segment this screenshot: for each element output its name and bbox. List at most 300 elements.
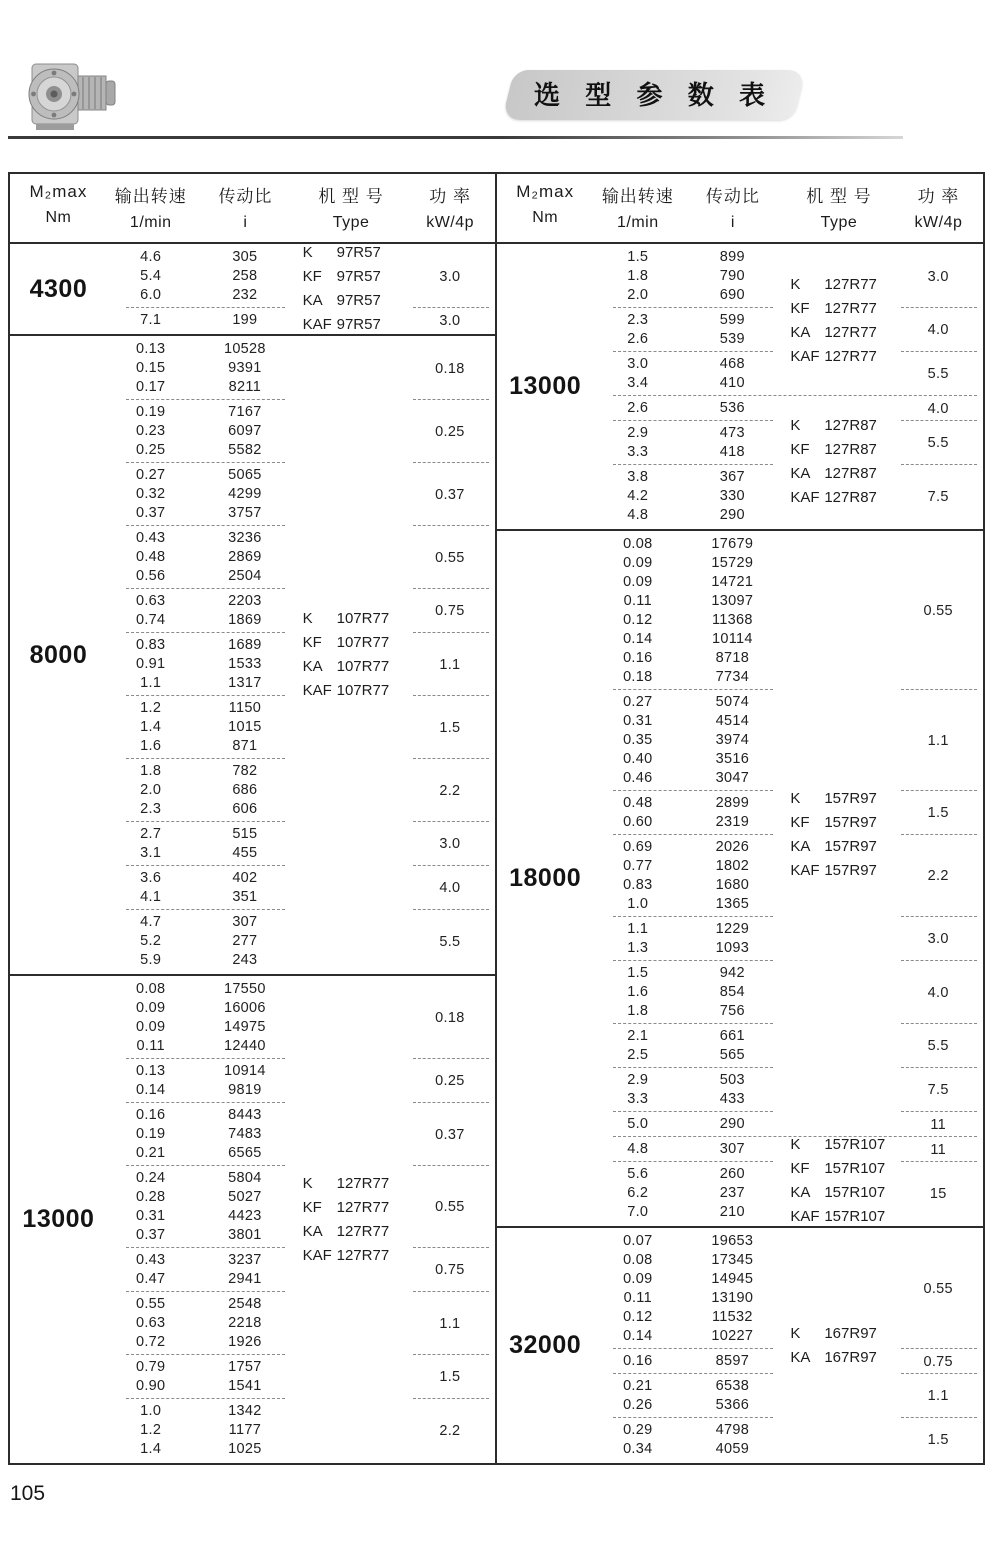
power-value: 0.25: [435, 423, 465, 440]
speed-value: 0.47: [135, 1271, 166, 1287]
power-value: 0.37: [435, 486, 465, 503]
dash-segment: [901, 351, 977, 352]
ratio-groups: [594, 1232, 983, 1459]
dashed-separator: [594, 687, 983, 693]
page-title-banner: [502, 70, 806, 120]
speed-value: 0.69: [623, 839, 653, 855]
ratio-value: 536: [719, 400, 745, 416]
speed-value: 5.4: [140, 268, 162, 284]
ratio-group-row: [107, 248, 495, 305]
type-prefix: K: [302, 244, 313, 261]
dash-segment: [126, 865, 285, 866]
dash-segment: [901, 689, 977, 690]
speed-value: 0.60: [623, 814, 653, 830]
ratio-value: 3516: [715, 751, 750, 767]
ratio-value: 4798: [715, 1422, 750, 1438]
dash-segment: [413, 865, 489, 866]
type-block: [594, 535, 983, 1134]
speed-value: 4.8: [627, 507, 649, 523]
m2max-value: 32000: [509, 1331, 582, 1359]
ratio-column: [194, 311, 295, 330]
dash-segment: [901, 1111, 977, 1112]
type-model: 157R97: [824, 789, 877, 807]
ratio-group-row: [107, 869, 495, 907]
output-speed-column: [107, 466, 195, 523]
ratio-column: [194, 699, 295, 756]
power-value: 1.5: [927, 805, 949, 821]
ratio-group-row: [594, 838, 983, 914]
ratio-column: [194, 1106, 295, 1163]
ratio-column: [194, 869, 295, 907]
dashed-separator: [107, 756, 495, 762]
ratio-value: 17550: [223, 981, 266, 997]
speed-value: 0.27: [623, 694, 653, 710]
ratio-value: 565: [719, 1047, 745, 1063]
page-title: 选 型 参 数 表: [534, 80, 774, 110]
column-header: [195, 182, 297, 232]
power-cell: [893, 488, 983, 506]
dash-segment: [613, 916, 773, 917]
ratio-group-row: [594, 1352, 983, 1371]
type-prefix: KA: [790, 837, 811, 855]
column-header: [107, 182, 195, 232]
ratio-column: [682, 1232, 783, 1346]
speed-value: 0.25: [135, 442, 166, 458]
dashed-separator: [594, 1415, 983, 1421]
type-model: 107R77: [336, 610, 390, 627]
speed-value: 0.16: [623, 1353, 653, 1369]
type-block: [594, 1136, 983, 1225]
power-value: 2.2: [927, 868, 949, 884]
speed-value: 0.63: [135, 593, 166, 609]
speed-value: 1.5: [627, 965, 649, 981]
torque-section: [497, 244, 984, 529]
power-cell: [893, 602, 983, 620]
column-label: M₂max: [516, 182, 575, 201]
type-designation: [303, 289, 381, 313]
page-number: 105: [10, 1482, 46, 1505]
dashed-separator: [107, 1289, 495, 1295]
ratio-value: 1757: [228, 1359, 262, 1375]
ratio-value: 7483: [228, 1126, 262, 1142]
power-cell: [893, 1387, 983, 1405]
power-value: 0.55: [923, 603, 953, 619]
power-cell: [405, 423, 494, 441]
ratio-value: 1342: [228, 1403, 262, 1419]
ratio-column: [194, 913, 295, 970]
speed-value: 0.29: [623, 1422, 653, 1438]
column-header: [406, 182, 495, 232]
speed-value: 0.12: [623, 1309, 653, 1325]
ratio-column: [194, 1358, 295, 1396]
type-prefix: KA: [302, 292, 323, 309]
output-speed-column: [594, 535, 682, 687]
ratio-group-row: [107, 529, 495, 586]
ratio-value: 1093: [715, 940, 750, 956]
power-cell: [893, 1037, 983, 1055]
dash-segment: [613, 689, 773, 690]
speed-value: 0.63: [135, 1315, 166, 1331]
ratio-column: [194, 636, 295, 693]
type-designation: [790, 486, 877, 510]
type-model: 107R77: [336, 658, 390, 675]
speed-value: 0.31: [135, 1208, 166, 1224]
ratio-column: [682, 1421, 783, 1459]
power-cell: [893, 321, 983, 339]
ratio-group-row: [107, 1358, 495, 1396]
power-value: 0.75: [923, 1353, 953, 1370]
dash-segment: [413, 909, 489, 910]
speed-value: 0.83: [135, 637, 166, 653]
ratio-value: 5074: [715, 694, 750, 710]
dash-segment: [413, 758, 489, 759]
ratio-value: 14721: [711, 574, 754, 590]
dashed-separator: [594, 832, 983, 838]
dash-segment: [413, 588, 489, 589]
ratio-value: 4514: [715, 713, 750, 729]
ratio-group-row: [107, 699, 495, 756]
output-speed-column: [107, 699, 195, 756]
ratio-groups: [594, 399, 983, 525]
column-label: 输出转速: [114, 187, 187, 206]
ratio-column: [682, 1115, 783, 1134]
power-value: 5.5: [927, 435, 949, 451]
power-cell: [893, 867, 983, 885]
power-cell: [405, 312, 494, 330]
power-cell: [405, 835, 494, 853]
type-model: 157R97: [824, 837, 877, 855]
ratio-value: 5065: [228, 467, 262, 483]
ratio-value: 1365: [715, 896, 750, 912]
type-designation: [790, 273, 877, 297]
output-speed-column: [594, 468, 682, 525]
type-designation: [303, 313, 381, 337]
dash-segment: [413, 695, 489, 696]
dash-segment: [126, 695, 285, 696]
speed-value: 3.8: [627, 469, 649, 485]
type-model: 167R97: [824, 1348, 877, 1366]
type-prefix: KA: [302, 1222, 323, 1240]
ratio-value: 290: [719, 507, 745, 523]
output-speed-column: [594, 1352, 682, 1371]
speed-value: 0.37: [135, 1227, 166, 1243]
power-cell: [405, 1422, 494, 1440]
speed-value: 2.9: [627, 425, 649, 441]
power-value: 5.5: [927, 1038, 949, 1054]
type-designation: [303, 655, 390, 679]
dash-segment: [901, 1417, 977, 1418]
speed-value: 3.0: [627, 356, 649, 372]
ratio-column: [194, 466, 295, 523]
dash-segment: [126, 1398, 285, 1399]
speed-value: 6.2: [627, 1185, 649, 1201]
ratio-column: [682, 355, 783, 393]
type-designation: [303, 607, 390, 631]
type-designation: [790, 1205, 885, 1229]
ratio-group-row: [107, 1169, 495, 1245]
power-value: 11: [930, 1141, 947, 1158]
speed-value: 5.6: [627, 1166, 649, 1182]
speed-value: 0.09: [135, 1000, 166, 1016]
speed-value: 2.6: [627, 400, 649, 416]
type-model: 157R107: [824, 1160, 886, 1177]
output-speed-column: [594, 794, 682, 832]
power-value: 3.0: [439, 312, 461, 329]
power-value: 0.55: [923, 1281, 953, 1297]
ratio-group-row: [594, 535, 983, 687]
ratio-value: 871: [232, 738, 258, 754]
ratio-value: 11532: [711, 1309, 753, 1325]
ratio-value: 2026: [715, 839, 750, 855]
type-prefix: KA: [790, 323, 811, 341]
section-blocks: [594, 1232, 983, 1459]
ratio-value: 11368: [711, 612, 753, 628]
speed-value: 4.2: [627, 488, 649, 504]
ratio-value: 899: [719, 249, 745, 265]
output-speed-column: [107, 592, 195, 630]
column-header: [894, 182, 983, 232]
dashed-separator: [107, 693, 495, 699]
output-speed-column: [594, 248, 682, 305]
column-label: 机 型 号: [806, 187, 872, 206]
type-prefix: KAF: [790, 347, 820, 365]
block-separator: [613, 395, 977, 397]
output-speed-column: [107, 980, 195, 1056]
section-blocks: [107, 980, 495, 1459]
dash-segment: [126, 821, 285, 822]
output-speed-column: [107, 1106, 195, 1163]
speed-value: 0.08: [623, 536, 653, 552]
ratio-value: 5582: [228, 442, 262, 458]
dash-segment: [126, 462, 285, 463]
m2max-cell: [10, 340, 107, 970]
speed-value: 0.19: [135, 1126, 166, 1142]
ratio-value: 1541: [228, 1378, 262, 1394]
right-table: [497, 174, 984, 1463]
ratio-column: [682, 1027, 783, 1065]
power-cell: [893, 1431, 983, 1449]
type-list: [790, 414, 877, 510]
dash-segment: [126, 588, 285, 589]
power-cell: [405, 656, 494, 674]
ratio-value: 2203: [228, 593, 262, 609]
m2max-cell: [497, 248, 594, 525]
ratio-column: [682, 311, 783, 349]
power-value: 1.1: [439, 1315, 461, 1332]
speed-value: 2.0: [140, 782, 162, 798]
speed-value: 2.9: [627, 1072, 649, 1088]
column-header: [784, 182, 894, 232]
ratio-value: 8597: [715, 1353, 750, 1369]
ratio-column: [194, 1295, 295, 1352]
power-cell: [893, 1141, 983, 1159]
ratio-value: 402: [232, 870, 258, 886]
type-model: 107R77: [336, 682, 390, 699]
dash-segment: [613, 790, 773, 791]
type-model: 127R77: [336, 1174, 390, 1192]
power-value: 3.0: [927, 268, 949, 285]
ratio-value: 307: [232, 914, 258, 930]
ratio-value: 2218: [228, 1315, 262, 1331]
type-list: [790, 1322, 877, 1370]
column-header: [296, 182, 405, 232]
speed-value: 3.3: [627, 1091, 649, 1107]
speed-value: 5.9: [140, 952, 162, 968]
speed-value: 4.8: [627, 1141, 649, 1157]
ratio-value: 9819: [228, 1082, 262, 1098]
ratio-value: 503: [719, 1072, 745, 1088]
left-table: [10, 174, 497, 1463]
column-label: 功 率: [429, 187, 471, 206]
speed-value: 0.09: [135, 1019, 166, 1035]
ratio-column: [682, 399, 783, 418]
type-model: 97R57: [336, 292, 381, 309]
ratio-value: 9391: [228, 360, 262, 376]
dash-segment: [613, 1067, 773, 1068]
type-prefix: KAF: [302, 682, 332, 699]
dash-segment: [126, 399, 285, 400]
type-prefix: KAF: [302, 316, 332, 333]
speed-value: 0.09: [623, 574, 653, 590]
type-prefix: K: [790, 789, 801, 807]
dash-segment: [901, 420, 977, 421]
right-table-header: [497, 174, 984, 244]
ratio-column: [682, 468, 783, 525]
speed-value: 0.15: [135, 360, 166, 376]
ratio-value: 782: [232, 763, 258, 779]
output-speed-column: [594, 920, 682, 958]
ratio-column: [682, 1071, 783, 1109]
speed-value: 0.16: [135, 1107, 166, 1123]
speed-value: 0.11: [623, 593, 652, 609]
type-prefix: KF: [302, 268, 322, 285]
column-label: 传动比: [705, 187, 760, 206]
speed-value: 0.40: [623, 751, 653, 767]
power-value: 1.1: [927, 732, 949, 749]
dash-segment: [901, 790, 977, 791]
ratio-group-row: [594, 794, 983, 832]
ratio-value: 3236: [228, 530, 262, 546]
speed-value: 0.90: [135, 1378, 166, 1394]
power-value: 4.0: [927, 322, 949, 338]
ratio-value: 367: [719, 469, 745, 485]
speed-value: 0.79: [135, 1359, 166, 1375]
dash-segment: [413, 1354, 489, 1355]
type-model: 127R77: [336, 1198, 390, 1216]
speed-value: 0.08: [623, 1252, 653, 1268]
ratio-group-row: [594, 920, 983, 958]
dash-segment: [613, 834, 773, 835]
ratio-value: 243: [232, 952, 258, 968]
ratio-column: [682, 920, 783, 958]
type-designation: [790, 1157, 885, 1181]
ratio-value: 14975: [223, 1019, 266, 1035]
type-prefix: KAF: [790, 861, 820, 879]
speed-value: 2.3: [627, 312, 649, 328]
power-cell: [405, 1261, 494, 1279]
type-designation: [303, 1244, 390, 1268]
output-speed-column: [107, 825, 195, 863]
speed-value: 1.8: [140, 763, 162, 779]
speed-value: 1.0: [627, 896, 649, 912]
torque-section: [10, 974, 495, 1463]
dashed-separator: [107, 1163, 495, 1169]
power-value: 1.1: [439, 656, 461, 673]
ratio-groups: [107, 340, 495, 970]
speed-value: 0.72: [135, 1334, 166, 1350]
type-designation: [303, 1220, 390, 1244]
ratio-group-row: [107, 1402, 495, 1459]
column-unit: i: [730, 214, 735, 231]
output-speed-column: [594, 1165, 682, 1222]
ratio-value: 686: [232, 782, 258, 798]
ratio-value: 237: [719, 1185, 745, 1201]
ratio-value: 606: [232, 801, 258, 817]
header-divider: [8, 136, 903, 139]
m2max-value: 13000: [509, 372, 582, 400]
power-value: 0.75: [435, 1262, 465, 1278]
ratio-column: [194, 1062, 295, 1100]
ratio-value: 277: [232, 933, 258, 949]
column-label: 机 型 号: [318, 187, 384, 206]
speed-value: 1.1: [140, 675, 162, 691]
ratio-value: 12440: [223, 1038, 266, 1054]
output-speed-column: [107, 869, 195, 907]
dash-segment: [413, 1291, 489, 1292]
power-value: 4.0: [927, 400, 949, 417]
type-prefix: KF: [302, 1198, 322, 1216]
power-cell: [893, 804, 983, 822]
output-speed-column: [594, 1027, 682, 1065]
power-cell: [893, 365, 983, 383]
power-cell: [893, 400, 983, 418]
type-designation: [790, 297, 877, 321]
dash-segment: [613, 464, 773, 465]
dashed-separator: [107, 907, 495, 913]
power-value: 0.25: [435, 1073, 465, 1089]
ratio-value: 1926: [228, 1334, 262, 1350]
dash-segment: [413, 1247, 489, 1248]
ratio-group-row: [594, 399, 983, 418]
output-speed-column: [594, 355, 682, 393]
type-model: 127R77: [336, 1246, 390, 1264]
speed-value: 0.12: [623, 612, 653, 628]
type-model: 127R87: [824, 465, 877, 482]
dashed-separator: [594, 305, 983, 311]
ratio-value: 410: [719, 375, 745, 391]
type-block: [594, 399, 983, 525]
ratio-value: 307: [719, 1141, 745, 1157]
speed-value: 0.48: [135, 549, 166, 565]
torque-section: [10, 334, 495, 974]
column-unit: i: [243, 214, 248, 231]
dash-segment: [901, 834, 977, 835]
output-speed-column: [594, 424, 682, 462]
speed-value: 1.1: [627, 921, 649, 937]
ratio-column: [682, 248, 783, 305]
output-speed-column: [107, 1169, 195, 1245]
ratio-group-row: [594, 424, 983, 462]
column-header: [497, 182, 594, 232]
ratio-group-row: [594, 1232, 983, 1346]
dash-segment: [413, 307, 489, 308]
ratio-groups: [107, 980, 495, 1459]
dash-segment: [413, 462, 489, 463]
speed-value: 0.23: [135, 423, 166, 439]
speed-value: 0.27: [135, 467, 166, 483]
ratio-group-row: [107, 340, 495, 397]
torque-section: [497, 1226, 984, 1463]
